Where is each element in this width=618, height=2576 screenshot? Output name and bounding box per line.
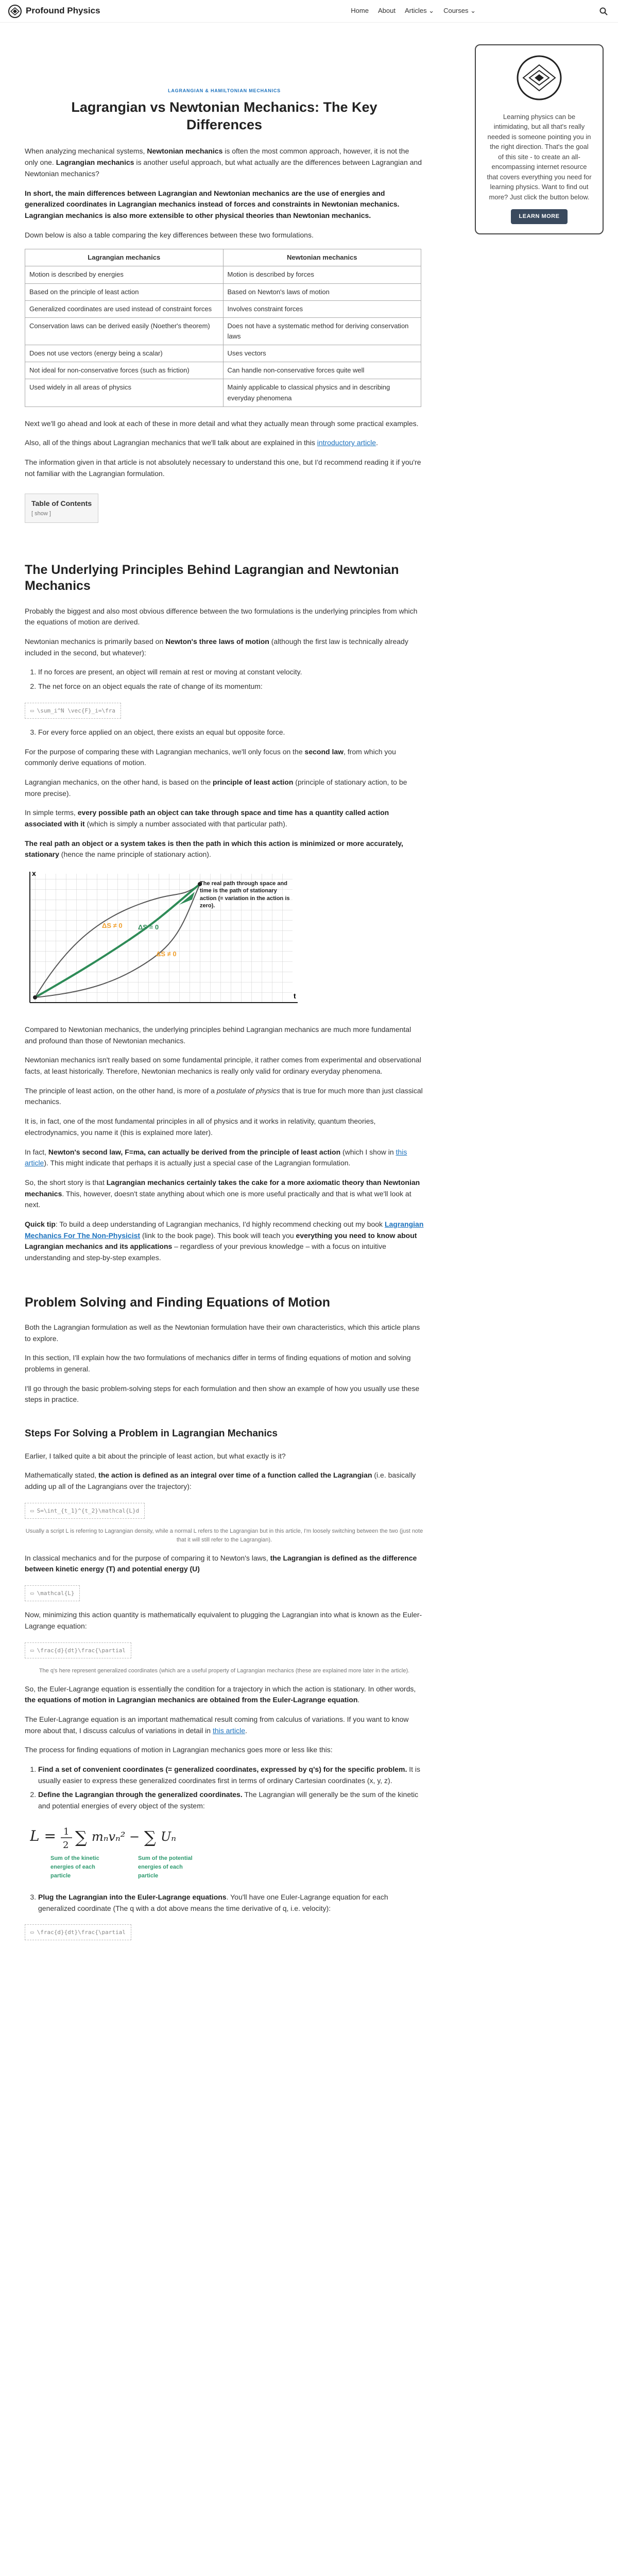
paragraph: For the purpose of comparing these with Lagrangian mechanics, we'll only focus on the second law, from which you commonly derive equations of motion. — [25, 747, 396, 767]
list-item: 1. Find a set of convenient coordinates (= generalized coordinates, expressed by q's) for the specific problem. It is usually easier to express these generalized coordinates first in terms of ordinary Cartesian coordinates (x, y, z). — [38, 1764, 424, 1786]
paragraph: It is, in fact, one of the most fundamental principles in all of physics and it works in relativity, quantum theories, electrodynamics, you name it (this is explained more later). — [25, 1117, 376, 1137]
equation-image: ▭ \mathcal{L} — [25, 1585, 80, 1601]
paragraph: I'll go through the basic problem-solving steps for each formulation and then show an example of how you usually use these steps in practice. — [25, 1384, 420, 1404]
delta-s-zero-label: ΔS = 0 — [138, 923, 159, 931]
svg-text:∑: ∑ — [144, 1827, 156, 1847]
equation-image: ▭ \frac{d}{dt}\frac{\partial — [25, 1642, 131, 1658]
article-categories[interactable]: LAGRANGIAN & HAMILTONIAN MECHANICS — [168, 88, 281, 93]
table-cell: Can handle non-conservative forces quite well — [223, 362, 421, 379]
calculus-variations-link[interactable]: this article — [212, 1726, 245, 1735]
real-path-label: The real path through space and time is the path of stationary action (= variation in the action is zero). — [200, 880, 290, 909]
axis-t-label: t — [294, 992, 296, 1000]
logo-icon — [8, 5, 22, 18]
learn-more-button[interactable]: LEARN MORE — [511, 209, 568, 224]
main-nav — [351, 6, 476, 16]
nav-articles[interactable]: Articles ⌄ — [404, 7, 435, 15]
table-row — [25, 266, 421, 283]
table-row — [25, 317, 421, 345]
table-cell: Motion is described by forces — [223, 266, 421, 283]
action-paths-diagram — [25, 869, 303, 1013]
table-row — [25, 379, 421, 406]
svg-text:2: 2 — [63, 1839, 69, 1851]
paragraph: In simple terms, every possible path an object can take through space and time has a quantity called action associated with it (which is simply a number associated with that particular path). — [25, 808, 389, 828]
paragraph: The process for finding equations of motion in Lagrangian mechanics goes more or less like this: — [25, 1745, 333, 1754]
lagrangian-equation — [30, 1820, 215, 1851]
table-row — [25, 283, 421, 300]
paragraph: In this section, I'll explain how the two formulations of mechanics differ in terms of finding equations of motion and solving problems in general. — [25, 1353, 411, 1373]
nav-courses[interactable]: Courses ⌄ — [443, 7, 476, 15]
svg-text:L =: L = — [30, 1827, 56, 1844]
table-cell: Not ideal for non-conservative forces (such as friction) — [25, 362, 224, 379]
table-cell: Does not have a systematic method for deriving conservation laws — [223, 317, 421, 345]
svg-text:∑: ∑ — [75, 1827, 87, 1847]
table-header: Newtonian mechanics — [223, 249, 421, 266]
comparison-table — [25, 249, 421, 406]
table-row — [25, 300, 421, 317]
equation-image: ▭ \frac{d}{dt}\frac{\partial — [25, 1924, 131, 1940]
table-row — [25, 345, 421, 362]
derivation-link[interactable]: this article — [25, 1147, 407, 1167]
table-cell: Based on the principle of least action — [25, 283, 224, 300]
delta-s-label: ΔS ≠ 0 — [156, 950, 177, 958]
article — [25, 23, 424, 1948]
table-intro: Down below is also a table comparing the key differences between these two formulations. — [25, 230, 314, 239]
newton-laws-list — [38, 667, 424, 692]
paragraph: Mathematically stated, the action is defined as an integral over time of a function called the Lagrangian (i.e. basically adding up all of the Lagrangians over the trajectory): — [25, 1471, 416, 1490]
section-heading: Problem Solving and Finding Equations of Motion — [25, 1295, 331, 1310]
list-item: 2. The net force on an object equals the rate of change of its momentum: — [38, 681, 424, 692]
paragraph: The Euler-Lagrange equation is an important mathematical result coming from calculus of variations. If you want to know more about that, I discuss calculus of variations in detail in this article. — [25, 1715, 409, 1735]
paragraph: In classical mechanics and for the purpose of comparing it to Newton's laws, the Lagrangian is defined as the difference between kinetic energy (T) and potential energy (U) — [25, 1553, 417, 1573]
paragraph: Probably the biggest and also most obvious difference between the two formulations is the underlying principles from which the equations of motion are derived. — [25, 606, 418, 626]
paragraph: So, the short story is that Lagrangian mechanics certainly takes the cake for a more axiomatic theory than Newtonian mechanics. This, however, doesn't state anything about which one is more useful practically and that is what we'll look at next. — [25, 1178, 420, 1209]
broken-image-icon: ▭ — [30, 1929, 34, 1936]
table-header: Lagrangian mechanics — [25, 249, 224, 266]
steps-list-cont — [38, 1892, 424, 1914]
list-item: 3. Plug the Lagrangian into the Euler-Lagrange equations. You'll have one Euler-Lagrange equation for each generalized coordinate (The q with a dot above means the time derivative of q, i.e. velocity): — [38, 1892, 424, 1914]
newton-laws-list-cont — [38, 727, 424, 738]
list-item: 3. For every force applied on an object, there exists an equal but opposite force. — [38, 727, 424, 738]
table-cell: Generalized coordinates are used instead of constraint forces — [25, 300, 224, 317]
site-emblem-icon — [516, 55, 562, 101]
broken-image-icon: ▭ — [30, 1647, 34, 1654]
section-heading: The Underlying Principles Behind Lagrangian and Newtonian Mechanics — [25, 563, 399, 594]
broken-image-icon: ▭ — [30, 1507, 34, 1514]
paragraph: Next we'll go ahead and look at each of these in more detail and what they actually mean through some practical examples. — [25, 419, 419, 428]
table-cell: Does not use vectors (energy being a scalar) — [25, 345, 224, 362]
intro-paragraph: When analyzing mechanical systems, Newtonian mechanics is often the most common approach, however, it is not the only one. Lagrangian mechanics is another useful approach, but what actually are the differences between Lagrangian and Newtonian mechanics? — [25, 147, 422, 178]
broken-image-icon: ▭ — [30, 707, 34, 714]
sidebar-text: Learning physics can be intimidating, but all that's really needed is someone pointing you in the right direction. That's the goal of this site - to create an all-encompassing internet resource that covers everything you need for learning physics. Want to find out more? Just click the button below. — [487, 112, 592, 201]
delta-s-label: ΔS ≠ 0 — [102, 922, 123, 929]
table-cell: Motion is described by energies — [25, 266, 224, 283]
page-title: Lagrangian vs Newtonian Mechanics: The Key Differences — [71, 99, 377, 132]
table-cell: Uses vectors — [223, 345, 421, 362]
list-item: 2. Define the Lagrangian through the generalized coordinates. The Lagrangian will generally be the sum of the kinetic and potential energies of every object of the system: — [38, 1789, 424, 1811]
paragraph: Newtonian mechanics isn't really based on some fundamental principle, it rather comes from experimental and observational facts, at least historically. Therefore, Newtonian mechanics is really only valid for ordinary everyday phenomena. — [25, 1056, 421, 1076]
paragraph: Lagrangian mechanics, on the other hand, is based on the principle of least action (principle of stationary action, to be more precise). — [25, 777, 407, 798]
book-link[interactable]: Lagrangian Mechanics For The Non-Physicist — [25, 1219, 424, 1240]
subsection-heading: Steps For Solving a Problem in Lagrangian Mechanics — [25, 1428, 278, 1439]
paragraph: Compared to Newtonian mechanics, the underlying principles behind Lagrangian mechanics are much more fundamental and profound than those of Newtonian mechanics. — [25, 1025, 411, 1045]
steps-list — [38, 1764, 424, 1812]
axis-x-label: x — [32, 869, 36, 877]
site-logo[interactable] — [8, 4, 100, 18]
table-cell: Conservation laws can be derived easily (Noether's theorem) — [25, 317, 224, 345]
paragraph: In fact, Newton's second law, F=ma, can actually be derived from the principle of least action (which I show in this article). This might indicate that perhaps it is actually just a special case of the Lagrangian formulation. — [25, 1147, 407, 1167]
paragraph: Earlier, I talked quite a bit about the principle of least action, but what exactly is it? — [25, 1451, 286, 1460]
site-header — [0, 0, 618, 23]
paragraph: Now, minimizing this action quantity is mathematically equivalent to plugging the Lagrangian into what is known as the Euler-Lagrange equation: — [25, 1611, 422, 1630]
annotation: Sum of the kinetic energies of each particle — [50, 1855, 99, 1879]
image-caption: The q's here represent generalized coordinates (which are a useful property of Lagrangian mechanics (these are explained more later in the article). — [39, 1667, 410, 1674]
summary-paragraph: In short, the main differences between Lagrangian and Newtonian mechanics are the use of energies and generalized coordinates in Lagrangian mechanics instead of forces and constraints in Newtonian mechanics. Lagrangian mechanics is also more extensible to other physical theories than Newtonian mechanics. — [25, 189, 400, 219]
table-cell: Used widely in all areas of physics — [25, 379, 224, 406]
toc-toggle[interactable]: [ show ] — [31, 511, 51, 517]
equation-image: ▭ S=\int_{t_1}^{t_2}\mathcal{L}d — [25, 1503, 145, 1519]
nav-about[interactable]: About — [377, 7, 396, 15]
search-icon[interactable] — [599, 7, 608, 15]
table-row — [25, 362, 421, 379]
annotation: Sum of the potential energies of each particle — [138, 1855, 193, 1879]
list-item: 1. If no forces are present, an object will remain at rest or moving at constant velocity. — [38, 667, 424, 678]
broken-image-icon: ▭ — [30, 1590, 34, 1597]
nav-home[interactable]: Home — [351, 7, 369, 15]
site-name: Profound Physics — [26, 6, 100, 16]
table-cell: Based on Newton's laws of motion — [223, 283, 421, 300]
svg-text:Uₙ: Uₙ — [161, 1829, 176, 1844]
paragraph: The information given in that article is not absolutely necessary to understand this one, but I'd recommend reading it if you're not familiar with the Lagrangian formulation. — [25, 458, 421, 478]
paragraph: The real path an object or a system takes is then the path in which this action is minimized or more accurately, stationary (hence the name principle of stationary action). — [25, 839, 403, 859]
table-of-contents[interactable]: Table of Contents [ show ] — [25, 494, 98, 523]
equation-image: ▭ \sum_i^N \vec{F}_i=\fra — [25, 703, 121, 719]
table-cell: Mainly applicable to classical physics and in describing everyday phenomena — [223, 379, 421, 406]
paragraph: Both the Lagrangian formulation as well as the Newtonian formulation have their own characteristics, which this article plans to explore. — [25, 1323, 420, 1343]
svg-text:mₙvₙ² −: mₙvₙ² − — [92, 1829, 140, 1844]
paragraph: The principle of least action, on the other hand, is more of a postulate of physics that is true for much more than just classical mechanics. — [25, 1086, 423, 1106]
paragraph: Also, all of the things about Lagrangian mechanics that we'll talk about are explained in this introductory article. — [25, 438, 378, 447]
svg-text:1: 1 — [63, 1826, 70, 1837]
paragraph: Newtonian mechanics is primarily based on Newton's three laws of motion (although the first law is technically already included in the second, but whatever): — [25, 637, 408, 657]
quick-tip: Quick tip: To build a deep understanding of Lagrangian mechanics, I'd highly recommend checking out my book Lagrangian Mechanics For The Non-Physicist (link to the book page). This book will teach you everything you need to know about Lagrangian mechanics and its applications – regardless of your previous knowledge – with a focus on intuitive understanding and step-by-step examples. — [25, 1219, 424, 1262]
table-cell: Involves constraint forces — [223, 300, 421, 317]
image-caption: Usually a script L is referring to Lagrangian density, while a normal L refers to the Lagrangian but in this article, I'm loosely switching between the two (just note that it will still refer to the Lagrangian). — [25, 1528, 423, 1543]
sidebar-card — [475, 44, 604, 234]
paragraph: So, the Euler-Lagrange equation is essentially the condition for a trajectory in which the action is stationary. In other words, the equations of motion in Lagrangian mechanics are obtained from the Euler-Lagrange equation. — [25, 1684, 416, 1704]
intro-article-link[interactable]: introductory article — [317, 438, 376, 447]
equation-annotations — [50, 1854, 424, 1880]
